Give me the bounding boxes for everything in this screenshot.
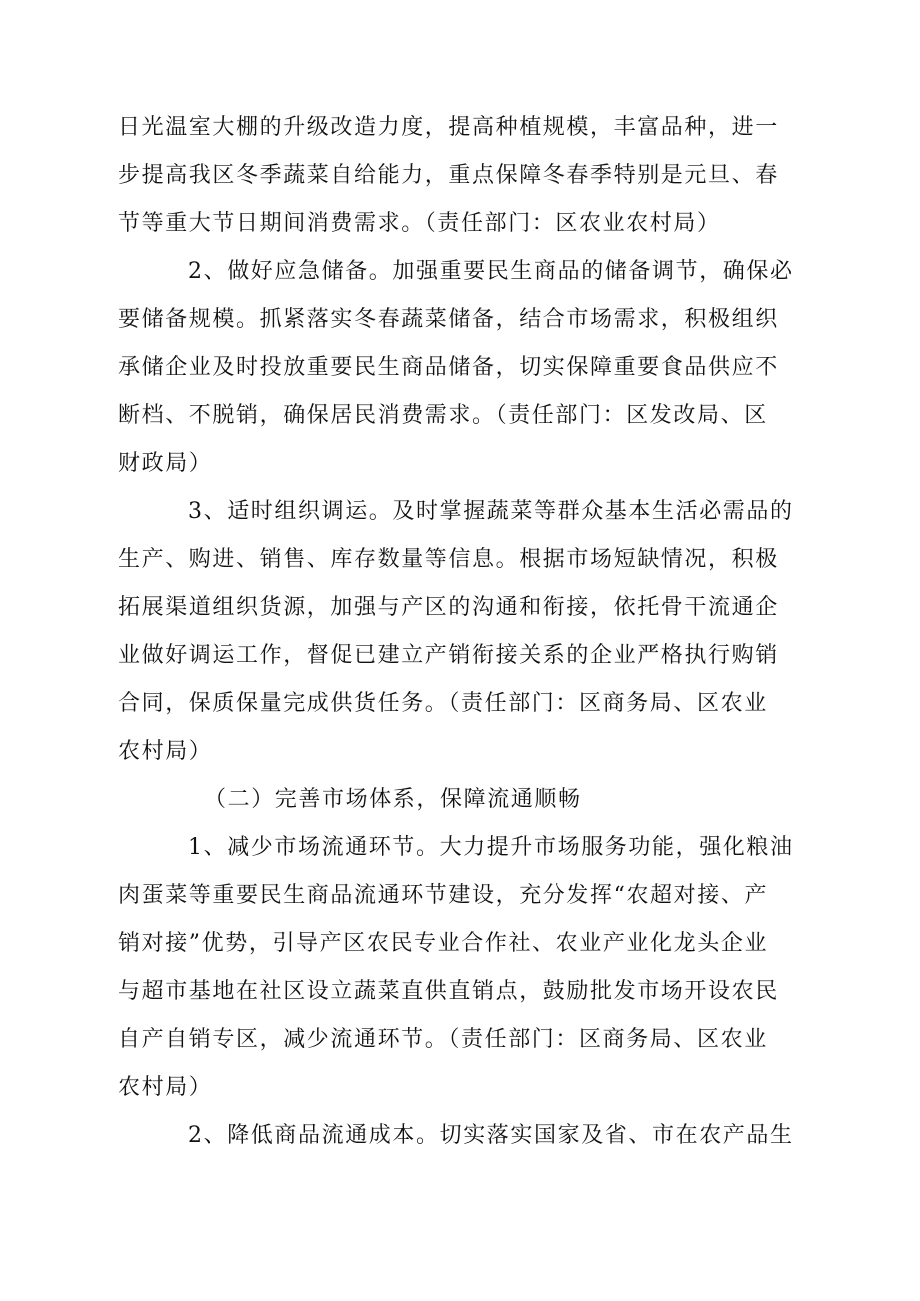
paragraph [118, 824, 798, 1112]
text-line: 销对接”优势，引导产区农民专业合作社、农业产业化龙头企业 [118, 931, 769, 956]
document-page [118, 104, 798, 1160]
text-line: 与超市基地在社区设立蔬菜直供直销点，鼓励批发市场开设农民 [118, 979, 779, 1004]
paragraph [118, 488, 798, 776]
text-line: 农村局） [118, 739, 213, 764]
text-line: 生产、购进、销售、库存数量等信息。根据市场短缺情况，积极 [118, 547, 779, 572]
text-line: 2、降低商品流通成本。切实落实国家及省、市在农产品生 [188, 1123, 794, 1148]
text-line: 2、做好应急储备。加强重要民生商品的储备调节，确保必 [188, 259, 794, 284]
text-line: 农村局） [118, 1075, 213, 1100]
text-line: 要储备规模。抓紧落实冬春蔬菜储备，结合市场需求，积极组织 [118, 307, 779, 332]
text-line: 1、减少市场流通环节。大力提升市场服务功能，强化粮油 [188, 835, 794, 860]
text-line: 合同，保质保量完成供货任务。（责任部门：区商务局、区农业 [118, 691, 768, 716]
text-line: 日光温室大棚的升级改造力度，提高种植规模，丰富品种，进一 [118, 115, 779, 140]
text-line: 3、适时组织调运。及时掌握蔬菜等群众基本生活必需品的 [188, 499, 794, 524]
text-line: 拓展渠道组织货源，加强与产区的沟通和衔接，依托骨干流通企 [118, 595, 779, 620]
text-line: 步提高我区冬季蔬菜自给能力，重点保障冬春季特别是元旦、春 [118, 163, 779, 188]
text-line: （二）完善市场体系，保障流通顺畅 [204, 787, 582, 812]
text-line: 财政局） [118, 451, 213, 476]
text-line: 肉蛋菜等重要民生商品流通环节建设，充分发挥“农超对接、产 [118, 883, 769, 908]
section-heading [118, 776, 798, 824]
text-line: 承储企业及时投放重要民生商品储备，切实保障重要食品供应不 [118, 355, 779, 380]
text-line: 断档、不脱销，确保居民消费需求。（责任部门：区发改局、区 [118, 403, 768, 428]
text-line: 自产自销专区，减少流通环节。（责任部门：区商务局、区农业 [118, 1027, 768, 1052]
text-line: 节等重大节日期间消费需求。（责任部门：区农业农村局） [118, 211, 721, 236]
paragraph [118, 248, 798, 488]
paragraph [118, 1112, 798, 1160]
text-line: 业做好调运工作，督促已建立产销衔接关系的企业严格执行购销 [118, 643, 779, 668]
paragraph [118, 104, 798, 248]
